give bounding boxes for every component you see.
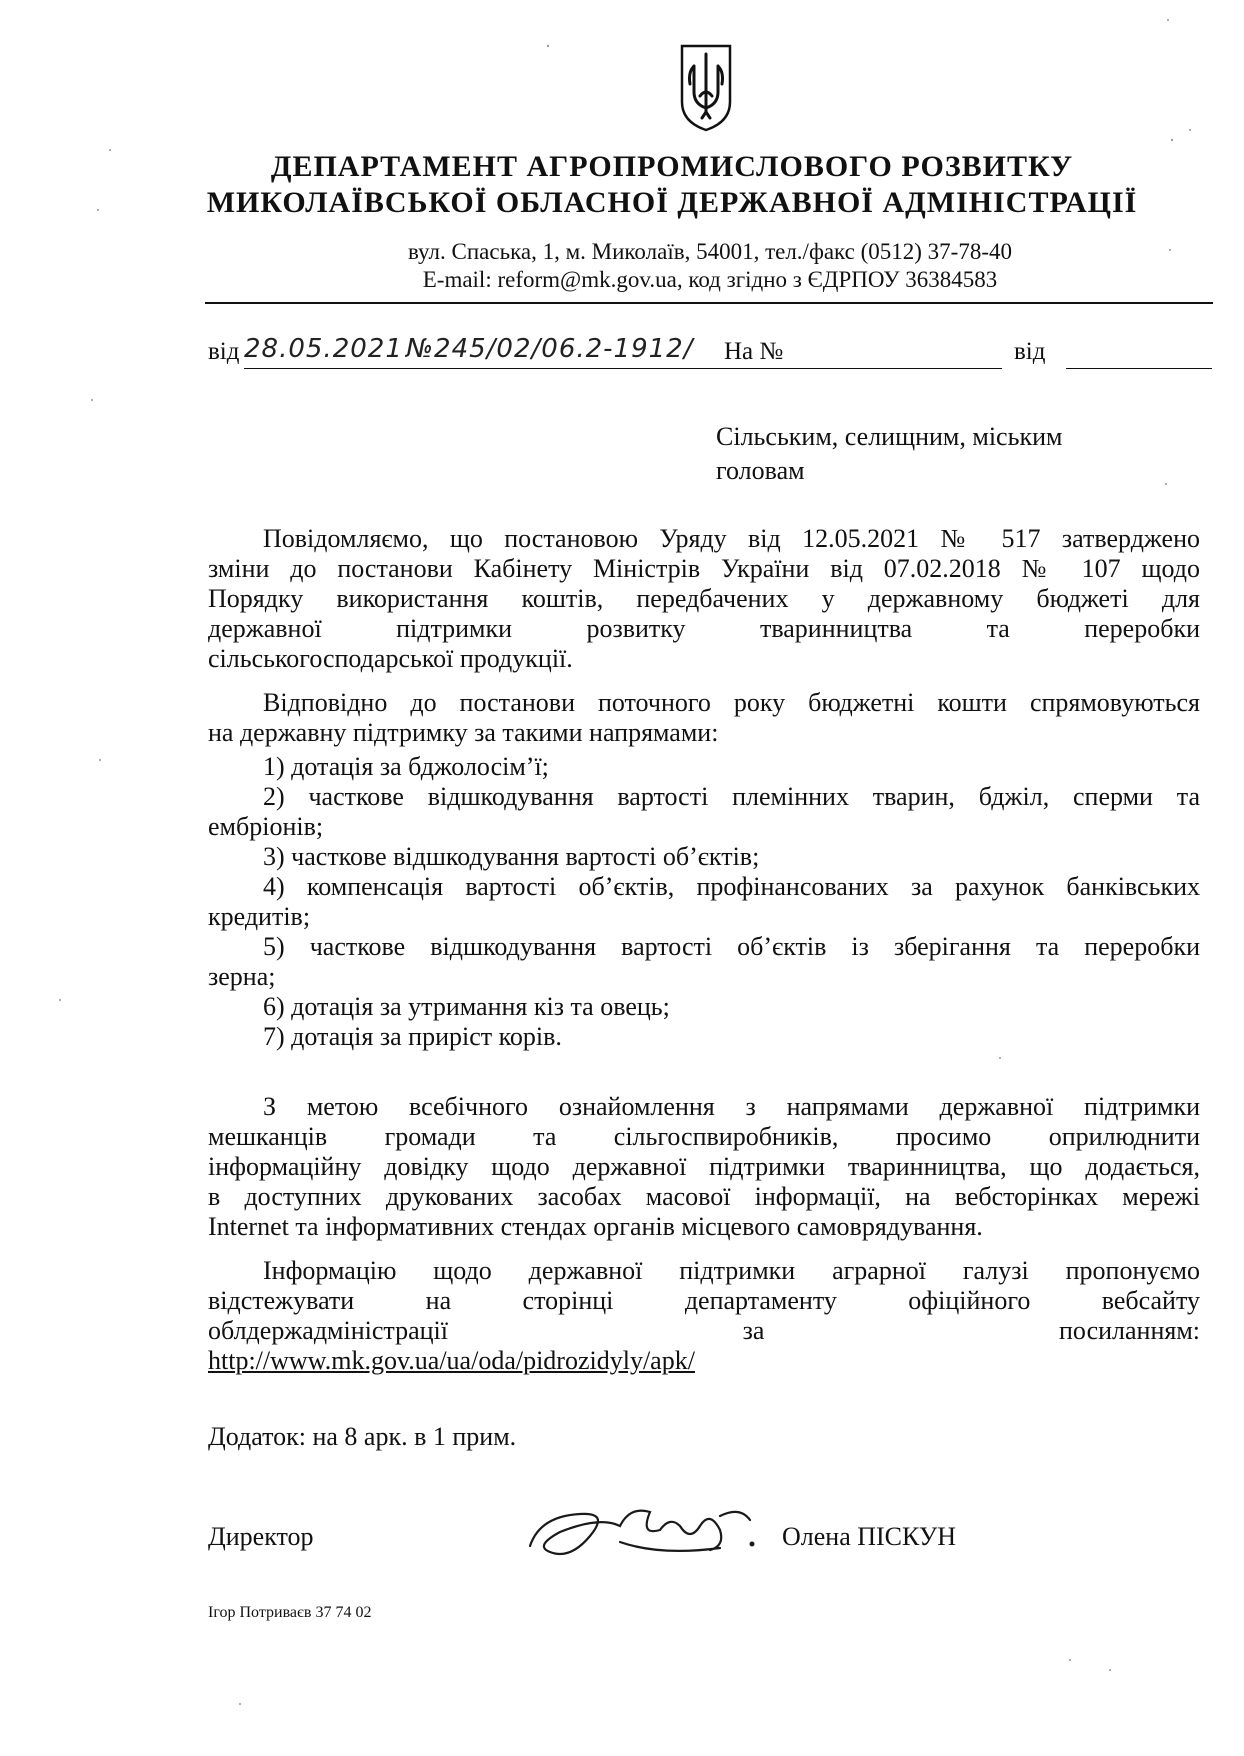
to-date-blank bbox=[1066, 368, 1212, 369]
list-item: 4) компенсація вартості об’єктів, профінансованих за рахунок банківських bbox=[263, 872, 1200, 901]
addressee-line: Сільським, селищним, міським bbox=[716, 422, 1063, 451]
support-directions-list bbox=[208, 752, 1200, 1052]
department-title-line2: МИКОЛАЇВСЬКОЇ ОБЛАСНОЇ ДЕРЖАВНОЇ АДМІНІСТРАЦІЇ bbox=[206, 186, 1138, 219]
department-title-line1: ДЕПАРТАМЕНТ АГРОПРОМИСЛОВОГО РОЗВИТКУ bbox=[270, 150, 1074, 183]
addressee-line: головам bbox=[716, 456, 805, 485]
reference-line bbox=[208, 332, 1213, 372]
list-item: 6) дотація за утримання кіз та овець; bbox=[263, 992, 670, 1021]
header-divider bbox=[205, 302, 1213, 304]
signatory-name: Олена ПІСКУН bbox=[782, 1522, 957, 1551]
addressee bbox=[716, 420, 1196, 488]
to-number-label: На № bbox=[724, 338, 784, 365]
to-number-blank bbox=[798, 368, 1002, 369]
executor-contact: Ігор Потриваєв 37 74 02 bbox=[208, 1604, 372, 1621]
signatory-title: Директор bbox=[208, 1522, 314, 1551]
list-item: 2) часткове відшкодування вартості племінних тварин, бджіл, сперми та bbox=[263, 782, 1200, 811]
department-contacts: E-mail: reform@mk.gov.ua, код згідно з ЄДРПОУ 36384583 bbox=[422, 267, 998, 292]
from-label: від bbox=[208, 338, 240, 365]
paragraph-1: Повідомляємо, що постановою Уряду від 12.05.2021 № 517 затверджено зміни до постанови Кабінету Міністрів України від 07.02.2018 № 107 щодо Порядку використання коштів, передбачених у державному бюджеті для державної підтримки розвитку тваринництва та переробки сільськогосподарської продукції. bbox=[208, 524, 1200, 673]
paragraph-2: Відповідно до постанови поточного року бюджетні кошти спрямовуються на державну підтримку за такими напрямами: bbox=[208, 688, 1200, 747]
list-item-continuation: кредитів; bbox=[208, 902, 311, 931]
list-item: 7) дотація за приріст корів. bbox=[263, 1022, 562, 1051]
list-item-continuation: зерна; bbox=[208, 962, 276, 991]
department-webpage-link[interactable]: http://www.mk.gov.ua/ua/oda/pidrozidyly/apk/ bbox=[208, 1346, 695, 1375]
handwritten-number: №245/02/06.2-1912/ bbox=[406, 334, 694, 364]
list-item: 3) часткове відшкодування вартості об’єктів; bbox=[263, 842, 760, 871]
handwritten-date: 28.05.2021 bbox=[244, 334, 403, 364]
paragraph-4: Інформацію щодо державної підтримки аграрної галузі пропонуємо відстежувати на сторінці департаменту офіційного вебсайту облдержадміністрації за посиланням: http://www.mk.gov.ua/ua/oda/pidrozidyly/apk/ bbox=[208, 1256, 1200, 1375]
department-address: вул. Спаська, 1, м. Миколаїв, 54001, тел./факс (0512) 37-78-40 bbox=[407, 239, 1013, 264]
coat-of-arms-emblem bbox=[678, 42, 734, 134]
list-item: 5) часткове відшкодування вартості об’єктів із зберігання та переробки bbox=[263, 932, 1200, 961]
to-date-label: від bbox=[1014, 338, 1046, 365]
paragraph-3: З метою всебічного ознайомлення з напрямами державної підтримки мешканців громади та сільгоспвиробників, просимо оприлюднити інформаційну довідку щодо державної підтримки тваринництва, що додається, в доступних друкованих засобах масової інформації, на вебсторінках мережі Internet та інформативних стендах органів місцевого самоврядування. bbox=[208, 1092, 1200, 1241]
handwritten-signature bbox=[520, 1486, 770, 1576]
list-item-continuation: ембріонів; bbox=[208, 812, 324, 841]
list-item: 1) дотація за бджолосім’ї; bbox=[263, 752, 549, 781]
attachment-note: Додаток: на 8 арк. в 1 прим. bbox=[208, 1422, 517, 1451]
